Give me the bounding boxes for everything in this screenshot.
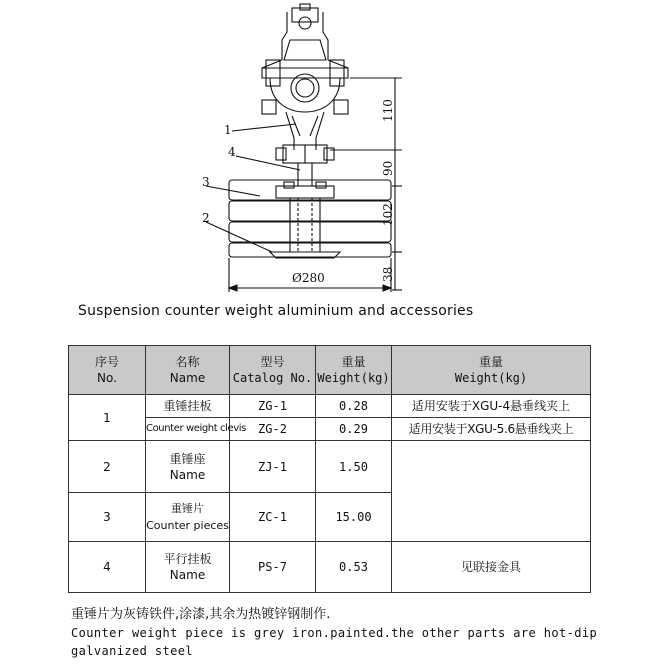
table-row [69,441,591,493]
technical-drawing [0,0,665,300]
cell-weight: 15.00 [316,493,392,542]
cell-no: 4 [69,542,146,593]
counter-weight-clevis [286,112,324,150]
cell-catalog: ZG-2 [230,418,316,441]
cell-weight: 0.29 [316,418,392,441]
note-chinese: 重锤片为灰铸铁件,涂漆,其余为热镀锌钢制作. [71,607,331,622]
dimension-90: 90 [381,160,395,176]
cell-catalog: ZG-1 [230,395,316,418]
cell-catalog: ZJ-1 [230,441,316,493]
header-catalog: 型号 Catalog No. [230,346,316,395]
spec-table [68,345,591,593]
dimension-38: 38 [381,266,395,282]
cell-remark: 适用安装于XGU-4悬垂线夹上 [392,395,591,418]
header-remark: 重量 Weight(kg) [392,346,591,395]
table-row [69,542,591,593]
diameter-label: Ø280 [292,271,325,285]
part-number-4: 4 [228,145,236,159]
dimension-102: 102 [381,203,395,226]
cell-catalog: ZC-1 [230,493,316,542]
cell-weight: 0.53 [316,542,392,593]
cell-remark: 适用安装于XGU-5.6悬垂线夹上 [392,418,591,441]
cell-name: Counter weight clevis [146,418,230,441]
cell-catalog: PS-7 [230,542,316,593]
cell-remark [392,441,591,542]
part-number-3: 3 [202,175,210,189]
cell-no: 3 [69,493,146,542]
part-number-2: 2 [202,211,210,225]
top-clevis [282,4,328,60]
figure-caption: Suspension counter weight aluminium and accessories [78,303,474,319]
cell-remark: 见联接金具 [392,542,591,593]
header-name: 名称 Name [146,346,230,395]
base-pin [270,182,340,258]
header-no: 序号 No. [69,346,146,395]
part-number-1: 1 [224,123,232,137]
cell-name: 重锤座 Name [146,441,230,493]
weight-pieces [229,180,391,257]
table-header-row [69,346,591,395]
cell-name: 重锤片 Counter pieces [146,493,230,542]
table-row [69,395,591,418]
cell-weight: 0.28 [316,395,392,418]
cell-weight: 1.50 [316,441,392,493]
dimension-110: 110 [381,99,395,122]
table-row [69,418,591,441]
cell-name: 重锤挂板 [146,395,230,418]
cell-no: 1 [69,395,146,441]
suspension-clamp [262,40,348,114]
cell-name: 平行挂板 Name [146,542,230,593]
cell-no: 2 [69,441,146,493]
header-weight: 重量 Weight(kg) [316,346,392,395]
note-english: Counter weight piece is grey iron.painted.the other parts are hot-dip galvanized steel [71,626,598,658]
